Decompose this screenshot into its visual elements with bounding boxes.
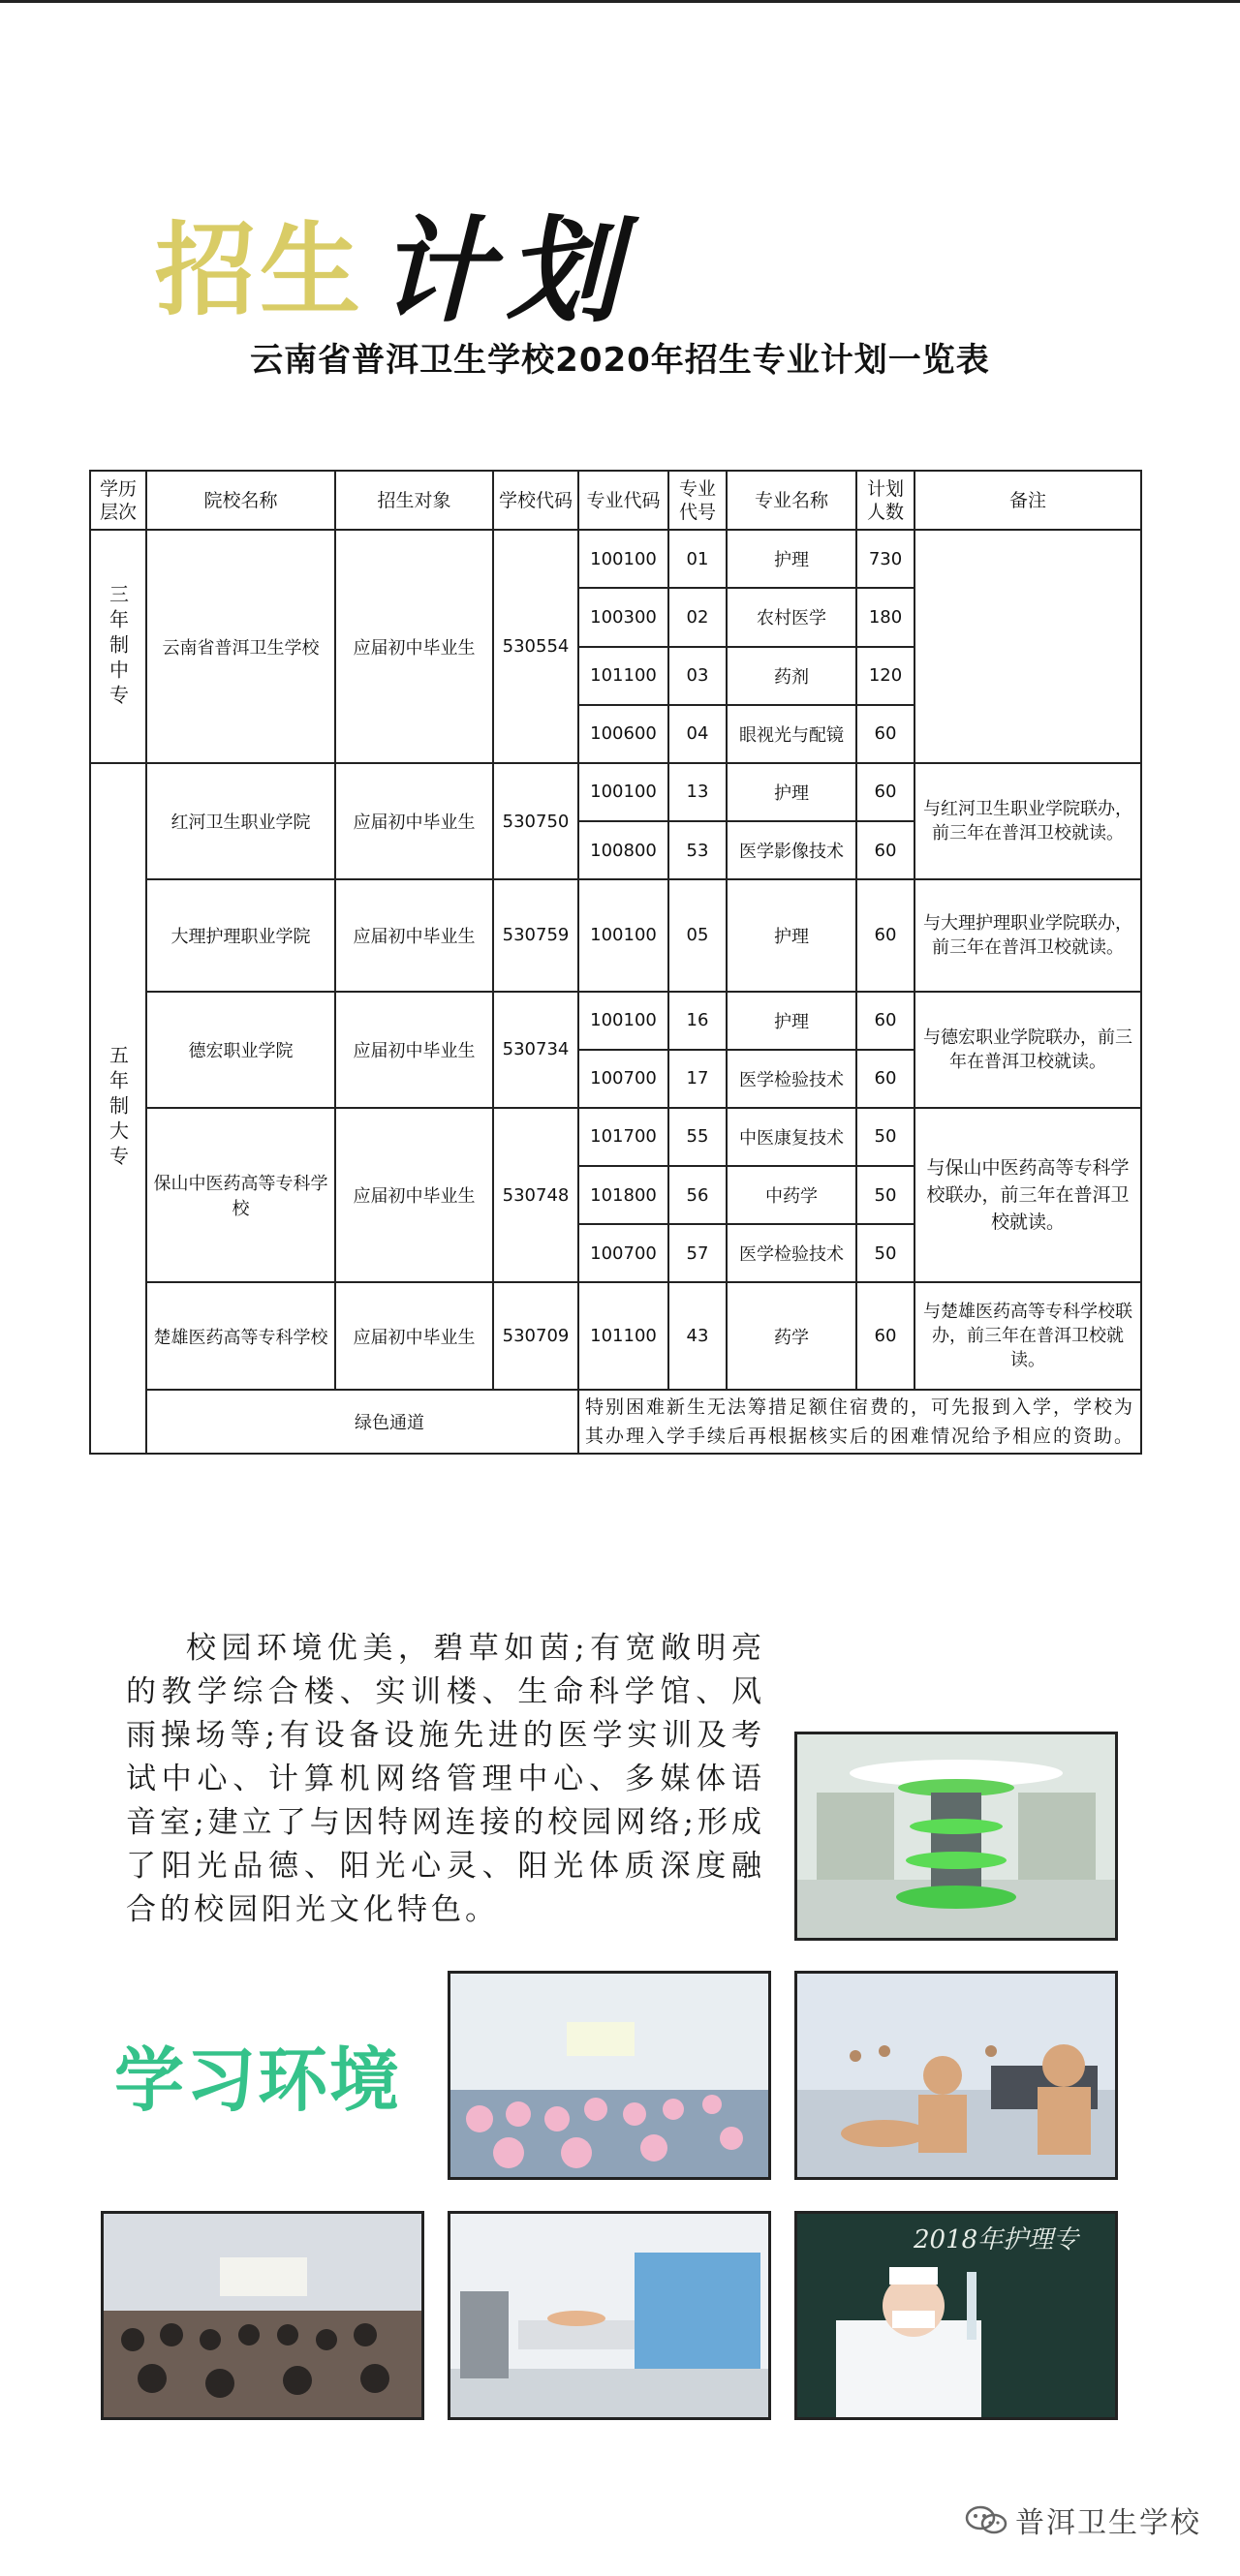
heading-part-black: 计划: [378, 203, 635, 338]
manikin-lab-illustration: [797, 1974, 1115, 2177]
nursing-classroom-illustration: [450, 1974, 768, 2177]
major-code: 100100: [578, 879, 668, 991]
photo-manikin-lab: [794, 1971, 1118, 2180]
study-environment-title: 学习环境: [114, 2039, 402, 2121]
table-row: [90, 1282, 1141, 1389]
major-no: 01: [668, 530, 727, 588]
plan-count: 60: [856, 821, 914, 879]
table-row: [90, 763, 1141, 821]
remark: 与大理护理职业学院联办，前三年在普洱卫校就读。: [914, 879, 1141, 991]
page-heading: [155, 179, 635, 338]
major-no: 04: [668, 705, 727, 763]
photo-ward-lab: [448, 2211, 771, 2420]
major-name: 护理: [727, 530, 856, 588]
footer-account: [965, 2499, 1201, 2544]
major-name: 医学影像技术: [727, 821, 856, 879]
ward-lab-illustration: [450, 2214, 768, 2417]
remark: 与楚雄医药高等专科学校联办，前三年在普洱卫校就读。: [914, 1282, 1141, 1389]
green-channel-row: [90, 1390, 1141, 1454]
table-title: 云南省普洱卫生学校2020年招生专业计划一览表: [250, 341, 990, 380]
major-code: 101700: [578, 1108, 668, 1166]
major-no: 03: [668, 647, 727, 705]
nurse-injection-illustration: [797, 2214, 1115, 2417]
school-target: 应届初中毕业生: [335, 763, 493, 879]
green-channel-label: 绿色通道: [146, 1390, 578, 1454]
chalkboard-text: 2018年护理专: [914, 2225, 1079, 2254]
major-name: 药剂: [727, 647, 856, 705]
school-code: 530554: [493, 530, 578, 763]
plan-count: 50: [856, 1166, 914, 1224]
plan-count: 730: [856, 530, 914, 588]
major-code: 100700: [578, 1224, 668, 1282]
heading-part-gold: 招生: [155, 211, 365, 329]
major-name: 医学检验技术: [727, 1050, 856, 1108]
table-header-row: [90, 471, 1141, 530]
major-code: 100300: [578, 588, 668, 646]
footer-account-name: 普洱卫生学校: [1015, 2506, 1201, 2540]
header-major-no: 专业代号: [668, 471, 727, 530]
school-name: 大理护理职业学院: [146, 879, 335, 991]
remark: 与保山中医药高等专科学校联办，前三年在普洱卫校就读。: [914, 1108, 1141, 1283]
plan-count: 50: [856, 1224, 914, 1282]
major-name: 中药学: [727, 1166, 856, 1224]
photo-lecture-hall: [101, 2211, 424, 2420]
enrollment-table: [89, 470, 1142, 1455]
major-code: 100600: [578, 705, 668, 763]
school-name: 保山中医药高等专科学校: [146, 1108, 335, 1283]
major-name: 护理: [727, 992, 856, 1050]
major-no: 16: [668, 992, 727, 1050]
major-code: 101100: [578, 1282, 668, 1389]
major-code: 100100: [578, 992, 668, 1050]
school-name: 德宏职业学院: [146, 992, 335, 1108]
plan-count: 60: [856, 1282, 914, 1389]
major-code: 100700: [578, 1050, 668, 1108]
plan-count: 60: [856, 705, 914, 763]
major-name: 医学检验技术: [727, 1224, 856, 1282]
top-border: [0, 0, 1240, 3]
photo-nursing-classroom: [448, 1971, 771, 2180]
header-school: 院校名称: [146, 471, 335, 530]
major-no: 56: [668, 1166, 727, 1224]
school-code: 530759: [493, 879, 578, 991]
remark: 与德宏职业学院联办，前三年在普洱卫校就读。: [914, 992, 1141, 1108]
plan-count: 60: [856, 992, 914, 1050]
school-code: 530750: [493, 763, 578, 879]
major-no: 53: [668, 821, 727, 879]
remark-empty: [914, 530, 1141, 763]
plan-count: 60: [856, 763, 914, 821]
table-row: [90, 530, 1141, 588]
major-code: 101100: [578, 647, 668, 705]
school-target: 应届初中毕业生: [335, 992, 493, 1108]
major-name: 农村医学: [727, 588, 856, 646]
header-remark: 备注: [914, 471, 1141, 530]
plan-count: 50: [856, 1108, 914, 1166]
major-no: 13: [668, 763, 727, 821]
level-cell-3year: 三年制中专: [90, 530, 146, 763]
remark: 与红河卫生职业学院联办，前三年在普洱卫校就读。: [914, 763, 1141, 879]
header-major-name: 专业名称: [727, 471, 856, 530]
plan-count: 180: [856, 588, 914, 646]
school-name: 红河卫生职业学院: [146, 763, 335, 879]
header-school-code: 学校代码: [493, 471, 578, 530]
level-cell-5year: 五年制大专: [90, 763, 146, 1454]
major-code: 100100: [578, 530, 668, 588]
school-name: 云南省普洱卫生学校: [146, 530, 335, 763]
school-target: 应届初中毕业生: [335, 1108, 493, 1283]
campus-text: 校园环境优美，碧草如茵;有宽敞明亮的教学综合楼、实训楼、生命科学馆、风雨操场等;有设备设施先进的医学实训及考试中心、计算机网络管理中心、多媒体语音室;建立了与因特网连接的校园网络;形成了阳光品德、阳光心灵、阳光体质深度融合的校园阳光文化特色。: [126, 1631, 765, 1927]
major-name: 护理: [727, 763, 856, 821]
header-target: 招生对象: [335, 471, 493, 530]
header-major-code: 专业代码: [578, 471, 668, 530]
photo-nurse-injection: [794, 2211, 1118, 2420]
table-row: [90, 992, 1141, 1050]
major-no: 43: [668, 1282, 727, 1389]
school-target: 应届初中毕业生: [335, 879, 493, 991]
major-name: 护理: [727, 879, 856, 991]
header-level: 学历层次: [90, 471, 146, 530]
major-code: 100100: [578, 763, 668, 821]
plan-count: 60: [856, 1050, 914, 1108]
green-channel-text: 特别困难新生无法筹措足额住宿费的，可先报到入学，学校为其办理入学手续后再根据核实后的困难情况给予相应的资助。: [578, 1390, 1141, 1454]
major-no: 05: [668, 879, 727, 991]
school-name: 楚雄医药高等专科学校: [146, 1282, 335, 1389]
school-code: 530734: [493, 992, 578, 1108]
photo-science-museum: [794, 1732, 1118, 1941]
school-code: 530748: [493, 1108, 578, 1283]
major-no: 57: [668, 1224, 727, 1282]
lecture-hall-illustration: [104, 2214, 421, 2417]
header-plan: 计划人数: [856, 471, 914, 530]
major-no: 17: [668, 1050, 727, 1108]
enrollment-table-wrapper: [89, 470, 1140, 1455]
table-row: [90, 879, 1141, 991]
plan-count: 120: [856, 647, 914, 705]
major-name: 中医康复技术: [727, 1108, 856, 1166]
table-row: [90, 1108, 1141, 1166]
major-no: 02: [668, 588, 727, 646]
science-museum-illustration: [797, 1734, 1115, 1938]
major-name: 药学: [727, 1282, 856, 1389]
school-code: 530709: [493, 1282, 578, 1389]
school-target: 应届初中毕业生: [335, 530, 493, 763]
major-name: 眼视光与配镜: [727, 705, 856, 763]
school-target: 应届初中毕业生: [335, 1282, 493, 1389]
major-code: 101800: [578, 1166, 668, 1224]
major-no: 55: [668, 1108, 727, 1166]
major-code: 100800: [578, 821, 668, 879]
plan-count: 60: [856, 879, 914, 991]
campus-description: [126, 1627, 765, 1932]
wechat-icon: [965, 2505, 1008, 2544]
